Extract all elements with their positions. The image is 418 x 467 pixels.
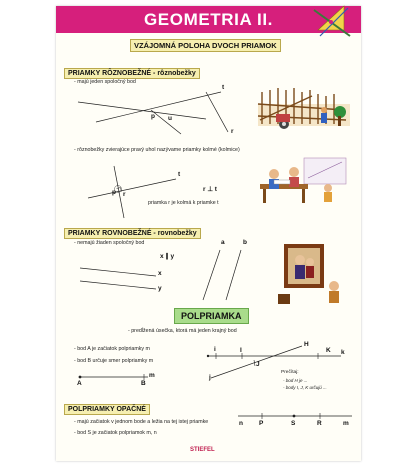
label-b: b — [243, 239, 247, 246]
opposite-rays-desc: - majú začiatok v jednom bode a ležia na tej istej priamke — [74, 419, 209, 425]
perpendicular-desc: - rôznobežky zvierajúce pravý uhol nazývame priamky kolmé (kolmice) — [74, 147, 240, 153]
label-x: x — [158, 270, 162, 277]
label-P: P — [259, 420, 264, 427]
label-A: A — [77, 380, 82, 387]
ray-start-desc: - bod A je začiatok polpriamky m — [74, 346, 150, 352]
poster-title: GEOMETRIA II. — [143, 10, 273, 29]
label-K: K — [326, 347, 331, 354]
label-k: k — [341, 349, 345, 356]
label-t2: t — [178, 171, 181, 178]
label-S: S — [291, 420, 296, 427]
section-heading-intersecting: PRIAMKY RÔZNOBEŽNÉ - rôznobežky — [64, 68, 200, 79]
label-u: u — [168, 115, 172, 122]
label-p2: p — [112, 189, 116, 196]
label-t: t — [222, 84, 225, 91]
intersecting-desc: - majú jeden spoločný bod — [74, 79, 136, 85]
label-p: p — [151, 113, 155, 120]
opposite-rays-start: - bod S je začiatok polpriamok m, n — [74, 430, 157, 436]
opposite-rays-diagram — [56, 6, 361, 466]
section-heading-ray: POLPRIAMKA — [174, 308, 249, 324]
label-J: J — [256, 361, 260, 368]
ray-direction-desc: - bod B určuje smer polpriamky m — [74, 358, 154, 364]
main-heading: VZÁJOMNÁ POLOHA DVOCH PRIAMOK — [130, 39, 281, 52]
parallel-symbol: x ∥ y — [160, 253, 175, 260]
label-n: n — [239, 420, 243, 427]
label-y: y — [158, 285, 162, 292]
parallel-desc: - nemajú žiaden spoločný bod — [74, 240, 145, 246]
label-I: I — [240, 347, 242, 354]
note-line2: - body I, J, K určujú ... — [283, 385, 327, 390]
publisher-logo: STIEFEL — [190, 447, 215, 453]
label-m-opposite: m — [343, 420, 349, 427]
label-r: r — [231, 128, 234, 135]
note-title: Prečítaj: — [281, 370, 299, 375]
label-m-ray: m — [149, 372, 155, 379]
note-line1: - bod H je ... — [283, 378, 308, 383]
label-B: B — [141, 380, 146, 387]
label-H: H — [304, 341, 309, 348]
ray-desc: - predĺžená úsečka, ktorá má jeden krajný bod — [128, 328, 237, 334]
perpendicular-caption: priamka r je kolmá k priamke t — [148, 200, 219, 206]
label-j: j — [209, 374, 211, 381]
label-a: a — [221, 239, 225, 246]
label-R: R — [317, 420, 322, 427]
perpendicular-symbol: r ⊥ t — [203, 186, 217, 193]
section-heading-parallel: PRIAMKY ROVNOBEŽNÉ - rovnobežky — [64, 228, 201, 239]
label-r2: r — [123, 191, 126, 198]
section-heading-opposite-rays: POLPRIAMKY OPAČNÉ — [64, 404, 150, 415]
poster — [56, 6, 361, 461]
label-i: i — [214, 346, 216, 353]
